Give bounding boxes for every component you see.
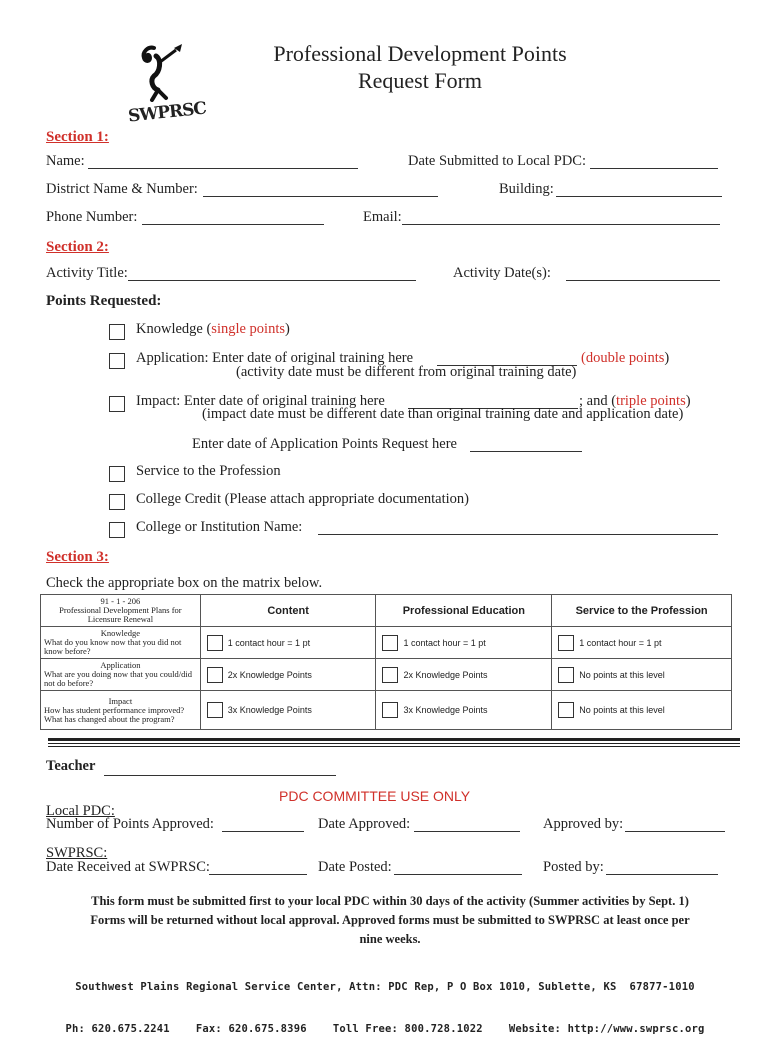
- knowledge-points: single points: [211, 321, 286, 337]
- divider: [48, 738, 740, 747]
- num-points-field[interactable]: [222, 831, 304, 832]
- cell-text: 1 contact hour = 1 pt: [403, 637, 486, 648]
- matrix-cell[interactable]: [552, 659, 732, 691]
- posted-by-label: Posted by:: [543, 859, 604, 875]
- matrix-checkbox[interactable]: [382, 667, 398, 683]
- section-3-heading: Section 3:: [46, 549, 109, 565]
- application-checkbox[interactable]: [109, 353, 125, 369]
- contact-line: Ph: 620.675.2241 Fax: 620.675.8396 Toll Free: 800.728.1022 Website: http://www.swprsc.org: [65, 1023, 705, 1035]
- date-posted-field[interactable]: [394, 874, 522, 875]
- activity-dates-label: Activity Date(s):: [453, 265, 551, 281]
- email-field[interactable]: [402, 224, 720, 225]
- phone-field[interactable]: [142, 224, 324, 225]
- row-label-application: [41, 659, 201, 691]
- kokopelli-logo-icon: [128, 42, 198, 102]
- corner-line-3: Licensure Renewal: [87, 614, 154, 624]
- matrix-checkbox[interactable]: [207, 635, 223, 651]
- date-received-field[interactable]: [209, 874, 307, 875]
- district-label: District Name & Number:: [46, 181, 198, 197]
- name-label: Name:: [46, 153, 85, 169]
- swprsc-label: SWPRSC:: [46, 845, 108, 861]
- matrix-cell[interactable]: [376, 627, 552, 659]
- application-note: (activity date must be different from original training date): [236, 364, 577, 380]
- knowledge-close: ): [285, 321, 290, 337]
- corner-line-1: 91 - 1 - 206: [100, 596, 141, 606]
- points-matrix: [40, 594, 732, 730]
- matrix-cell[interactable]: [200, 627, 376, 659]
- college-name-field[interactable]: [318, 534, 718, 535]
- matrix-cell[interactable]: [200, 659, 376, 691]
- college-credit-label: College Credit (Please attach appropriate documentation): [136, 491, 469, 507]
- row-label-knowledge: [41, 627, 201, 659]
- college-name-label: College or Institution Name:: [136, 519, 303, 535]
- building-label: Building:: [499, 181, 554, 197]
- activity-title-field[interactable]: [128, 280, 416, 281]
- college-credit-checkbox[interactable]: [109, 494, 125, 510]
- approved-by-label: Approved by:: [543, 816, 624, 832]
- matrix-cell[interactable]: [200, 691, 376, 730]
- date-approved-field[interactable]: [414, 831, 520, 832]
- impact-and: ; and (: [579, 393, 617, 409]
- row-question: What are you doing now that you could/did not do before?: [44, 669, 193, 688]
- row-title: Knowledge: [100, 628, 140, 638]
- cell-text: 3x Knowledge Points: [403, 705, 488, 715]
- row-label-impact: [41, 691, 201, 730]
- email-label: Email:: [363, 209, 402, 225]
- teacher-label: Teacher: [46, 758, 96, 774]
- local-pdc-label: Local PDC:: [46, 803, 115, 819]
- approved-by-field[interactable]: [625, 831, 725, 832]
- impact-label: Impact: Enter date of original training here: [136, 393, 385, 409]
- row-title: Application: [100, 660, 141, 670]
- matrix-corner: [41, 595, 201, 627]
- cell-text: 1 contact hour = 1 pt: [579, 637, 662, 648]
- submission-notice: [40, 892, 740, 949]
- phone-label: Phone Number:: [46, 209, 138, 225]
- cell-text: 2x Knowledge Points: [227, 669, 312, 680]
- name-field[interactable]: [88, 168, 358, 169]
- title-line-2: Request Form: [357, 68, 483, 93]
- committee-heading: PDC COMMITTEE USE ONLY: [279, 788, 471, 804]
- knowledge-label: Knowledge (: [136, 321, 212, 337]
- building-field[interactable]: [556, 196, 722, 197]
- cell-text: 2x Knowledge Points: [403, 669, 488, 680]
- cell-text: 3x Knowledge Points: [227, 705, 312, 715]
- cell-text: 1 contact hour = 1 pt: [227, 637, 311, 648]
- app-request-date-field[interactable]: [470, 451, 582, 452]
- points-requested-heading: Points Requested:: [46, 293, 162, 309]
- matrix-instruction: Check the appropriate box on the matrix below.: [46, 575, 323, 591]
- service-checkbox[interactable]: [109, 466, 125, 482]
- matrix-checkbox[interactable]: [207, 702, 223, 718]
- date-submitted-field[interactable]: [590, 168, 718, 169]
- matrix-checkbox[interactable]: [558, 702, 574, 718]
- impact-points-label: triple points: [616, 393, 686, 409]
- column-header-content: Content: [200, 595, 376, 627]
- knowledge-option: [136, 321, 290, 338]
- title-line-1: Professional Development Points: [273, 41, 567, 66]
- cell-text: No points at this level: [579, 669, 665, 680]
- row-question: How has student performance improved? What has changed about the program?: [44, 704, 185, 724]
- activity-dates-field[interactable]: [566, 280, 720, 281]
- matrix-checkbox[interactable]: [382, 635, 398, 651]
- impact-checkbox[interactable]: [109, 396, 125, 412]
- application-points-label: double points: [585, 350, 665, 366]
- page-title: [200, 40, 640, 94]
- matrix-row-knowledge: [41, 627, 732, 659]
- section-2-heading: Section 2:: [46, 239, 109, 255]
- activity-title-label: Activity Title:: [46, 265, 128, 281]
- posted-by-field[interactable]: [606, 874, 718, 875]
- date-received-label: Date Received at SWPRSC:: [46, 859, 210, 875]
- matrix-cell[interactable]: [552, 691, 732, 730]
- matrix-checkbox[interactable]: [207, 667, 223, 683]
- matrix-cell[interactable]: [376, 691, 552, 730]
- num-points-label: Number of Points Approved:: [46, 816, 214, 832]
- app-request-label: Enter date of Application Points Request here: [192, 436, 457, 452]
- contact-info: [20, 952, 750, 1050]
- address-line: Southwest Plains Regional Service Center, Attn: PDC Rep, P O Box 1010, Sublette, KS 67877-1010: [75, 981, 695, 993]
- matrix-checkbox[interactable]: [558, 635, 574, 651]
- college-name-checkbox[interactable]: [109, 522, 125, 538]
- date-submitted-label: Date Submitted to Local PDC:: [408, 153, 587, 169]
- notice-line-3: nine weeks.: [359, 932, 421, 946]
- application-points-open: (: [581, 350, 586, 366]
- matrix-row-application: [41, 659, 732, 691]
- row-title: Impact: [108, 695, 133, 706]
- corner-line-2: Professional Development Plans for: [59, 605, 182, 615]
- matrix-cell[interactable]: [376, 659, 552, 691]
- matrix-header-row: [41, 595, 732, 627]
- application-label: Application: Enter date of original training here: [136, 350, 414, 366]
- teacher-signature-field[interactable]: [104, 775, 336, 776]
- section-1-heading: Section 1:: [46, 129, 109, 145]
- matrix-checkbox[interactable]: [558, 667, 574, 683]
- knowledge-checkbox[interactable]: [109, 324, 125, 340]
- impact-close: ): [685, 393, 691, 409]
- matrix-checkbox[interactable]: [382, 702, 398, 718]
- notice-line-2: Forms will be returned without local approval. Approved forms must be submitted to SWPRSC at least once per: [90, 913, 690, 927]
- service-label: Service to the Profession: [136, 463, 281, 479]
- application-points: [581, 350, 669, 367]
- application-points-close: ): [664, 350, 670, 366]
- logo-text: SWPRSC: [127, 98, 207, 127]
- date-approved-label: Date Approved:: [318, 816, 411, 832]
- column-header-professional-education: Professional Education: [376, 595, 552, 627]
- column-header-service: Service to the Profession: [552, 595, 732, 627]
- cell-text: No points at this level: [579, 705, 665, 715]
- row-question: What do you know now that you did not know before?: [44, 637, 182, 656]
- impact-note: (impact date must be different date than original training date and application date): [202, 406, 684, 422]
- matrix-cell[interactable]: [552, 627, 732, 659]
- notice-line-1: This form must be submitted first to your local PDC within 30 days of the activity (Summer activities by Sept. 1): [91, 894, 689, 908]
- district-field[interactable]: [203, 196, 438, 197]
- date-posted-label: Date Posted:: [318, 859, 392, 875]
- matrix-row-impact: [41, 691, 732, 730]
- logo: [127, 42, 207, 127]
